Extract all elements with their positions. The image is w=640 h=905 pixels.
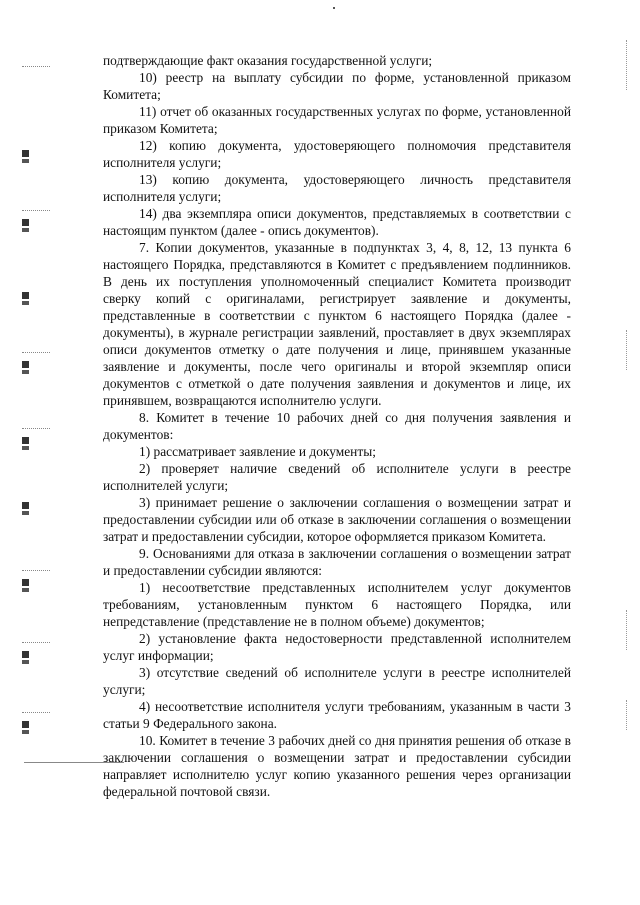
list-item-10: 10) реестр на выплату субсидии по форме, установленной приказом Комитета; — [103, 70, 571, 102]
clause-9-item-4: 4) несоответствие исполнителя услуги требованиям, указанным в части 3 статьи 9 Федерального закона. — [103, 699, 571, 731]
margin-scan-mark — [22, 502, 62, 515]
clause-9-item-3: 3) отсутствие сведений об исполнителе услуги в реестре исполнителей услуги; — [103, 665, 571, 697]
margin-scan-mark — [22, 352, 62, 374]
list-item-14: 14) два экземпляра описи документов, представляемых в соответствии с настоящим пунктом (далее - опись документов). — [103, 206, 571, 238]
clause-8: 8. Комитет в течение 10 рабочих дней со дня получения заявления и документов: — [103, 410, 571, 442]
edge-scan-line — [626, 330, 628, 370]
clause-9: 9. Основаниями для отказа в заключении соглашения о возмещении затрат и предоставлении субсидии являются: — [103, 546, 571, 578]
margin-scan-mark — [22, 428, 62, 450]
clause-9-item-1: 1) несоответствие представленных исполнителем услуг документов требованиям, установленным пунктом 6 настоящего Порядка, или непредставление (представление не в полном объеме) документов; — [103, 580, 571, 629]
clause-8-item-1: 1) рассматривает заявление и документы; — [139, 444, 376, 459]
margin-scan-mark — [22, 712, 62, 734]
margin-scan-mark — [22, 570, 62, 592]
clause-8-item-3: 3) принимает решение о заключении соглашения о возмещении затрат и предоставлении субсидии или об отказе в заключении соглашения о возмещении затрат и предоставлении субсидии, которое оформляется приказом Комитета. — [103, 495, 571, 544]
margin-scan-mark — [22, 292, 62, 305]
edge-scan-line — [626, 40, 628, 90]
clause-8-item-2: 2) проверяет наличие сведений об исполнителе услуги в реестре исполнителей услуги; — [103, 461, 571, 493]
document-body — [103, 52, 571, 800]
clause-9-item-2: 2) установление факта недостоверности представленной исполнителем услуг информации; — [103, 631, 571, 663]
margin-scan-mark — [22, 150, 62, 163]
list-item-11: 11) отчет об оказанных государственных услугах по форме, установленной приказом Комитета; — [103, 104, 571, 136]
list-item-13: 13) копию документа, удостоверяющего личность представителя исполнителя услуги; — [103, 172, 571, 204]
list-item-12: 12) копию документа, удостоверяющего полномочия представителя исполнителя услуги; — [103, 138, 571, 170]
margin-scan-mark — [22, 210, 62, 232]
clause-10: 10. Комитет в течение 3 рабочих дней со дня принятия решения об отказе в заключении соглашения о возмещении затрат и предоставлении субсидии направляет исполнителю услуг копию указанного решения через организации федеральной почтовой связи. — [103, 733, 571, 799]
edge-scan-line — [626, 700, 628, 730]
margin-scan-mark — [22, 66, 62, 75]
margin-scan-mark — [22, 642, 62, 664]
scan-rule-line — [24, 762, 124, 763]
paragraph-continuation: подтверждающие факт оказания государственной услуги; — [103, 53, 433, 68]
scan-dot — [333, 7, 335, 9]
edge-scan-line — [626, 610, 628, 650]
clause-7: 7. Копии документов, указанные в подпунктах 3, 4, 8, 12, 13 пункта 6 настоящего Порядка, представляются в Комитет с предъявлением подлинников. В день их поступления уполномоченный специалист Комитета производит сверку копий с оригиналами, регистрирует заявление и документы, представленные в соответствии с пунктом 6 настоящего Порядка (далее - документы), в журнале регистрации заявлений, проставляет в двух экземплярах описи документов отметку о дате получения и лице, принявшем указанные заявление и документы, после чего оригиналы и второй экземпляр описи документов с отметкой о дате получения заявления и документов и лице, их принявшем, возвращаются исполнителю услуги. — [103, 240, 571, 408]
